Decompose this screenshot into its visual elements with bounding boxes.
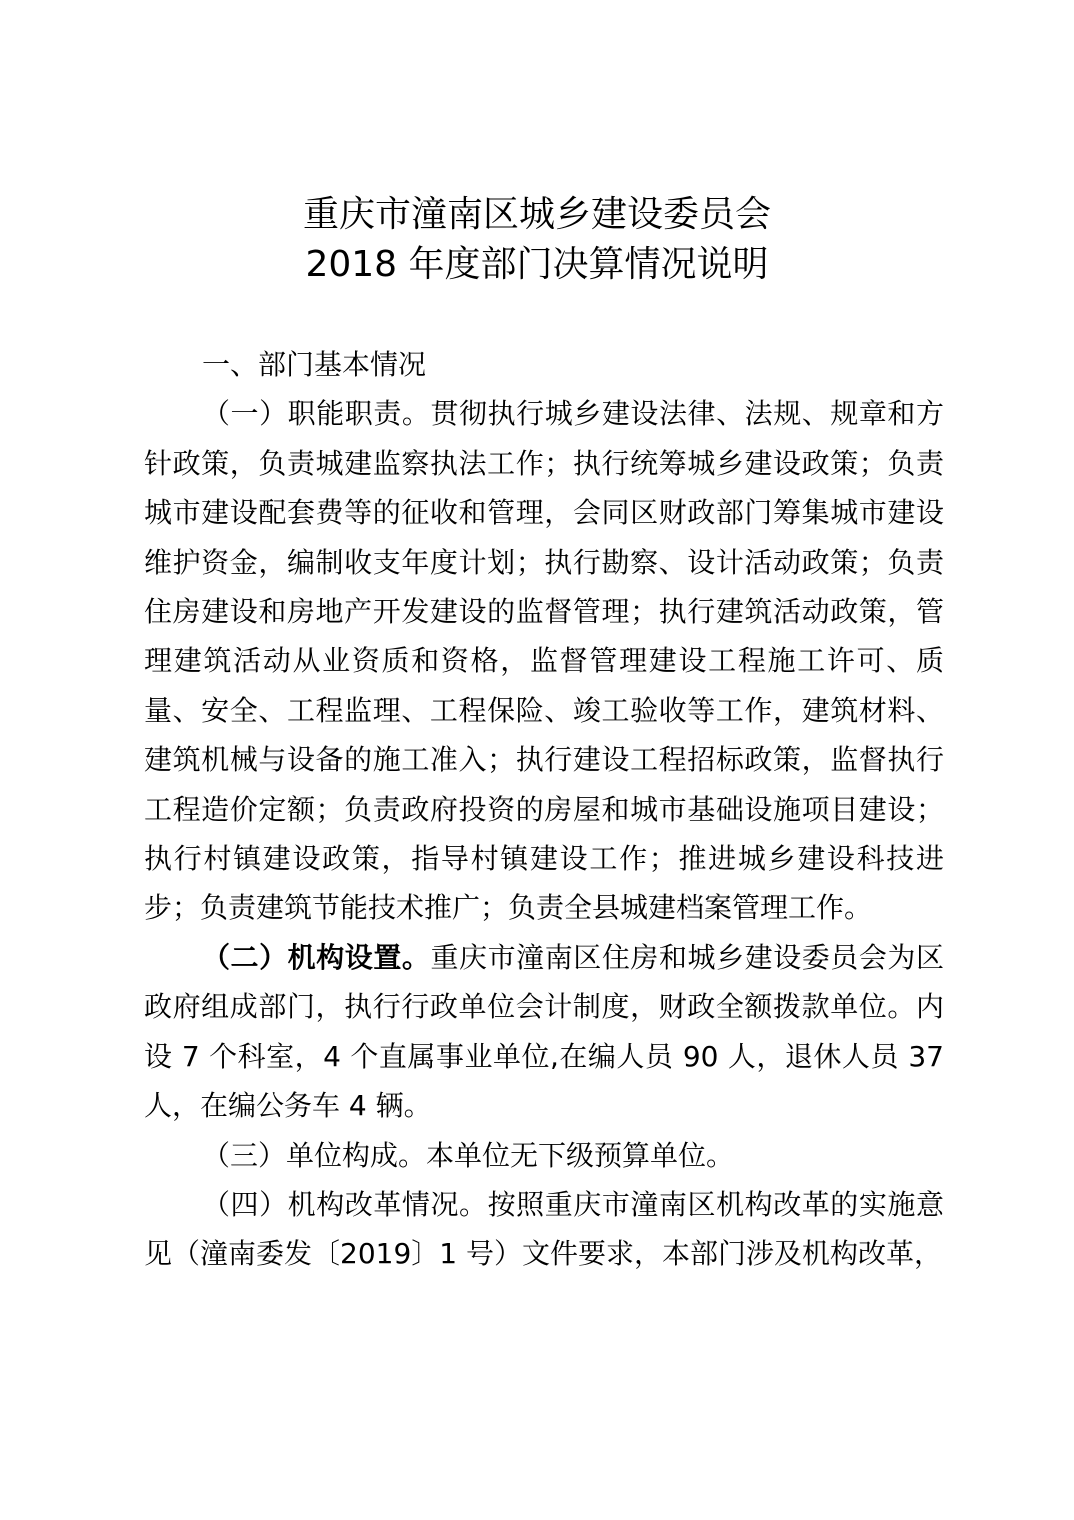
paragraph-duties: （一）职能职责。贯彻执行城乡建设法律、法规、规章和方针政策，负责城建监察执法工作；执行统筹城乡建设政策；负责城市建设配套费等的征收和管理，会同区财政部门筹集城市建设维护资金，编制收支年度计划；执行勘察、设计活动政策；负责住房建设和房地产开发建设的监督管理；执行建筑活动政策，管理建筑活动从业资质和资格，监督管理建设工程施工许可、质量、安全、工程监理、工程保险、竣工验收等工作，建筑材料、建筑机械与设备的施工准入；执行建设工程招标政策，监督执行工程造价定额；负责政府投资的房屋和城市基础设施项目建设；执行村镇建设政策，指导村镇建设工作；推进城乡建设科技进步；负责建筑节能技术推广；负责全县城建档案管理工作。 — [144, 397, 944, 925]
paragraph-organization-text: 重庆市潼南区住房和城乡建设委员会为区政府组成部门，执行行政单位会计制度，财政全额拨款单位。内设 7 个科室，4 个直属事业单位,在编人员 90 人，退休人员 37 人，在编公务车 4 辆。 — [144, 940, 944, 1123]
document-title-line1: 重庆市潼南区城乡建设委员会 — [302, 194, 771, 235]
paragraph-organization-heading: （二）机构设置。 — [202, 940, 431, 974]
document-body — [144, 340, 944, 1279]
paragraph-organization — [144, 933, 944, 1131]
section-heading: 一、部门基本情况 — [202, 348, 427, 381]
paragraph-composition: （三）单位构成。本单位无下级预算单位。 — [202, 1138, 735, 1172]
paragraph-reform: （四）机构改革情况。按照重庆市潼南区机构改革的实施意见（潼南委发〔2019〕1 号）文件要求，本部门涉及机构改革， — [144, 1187, 944, 1271]
document-title-line2: 2018 年度部门决算情况说明 — [305, 244, 769, 285]
